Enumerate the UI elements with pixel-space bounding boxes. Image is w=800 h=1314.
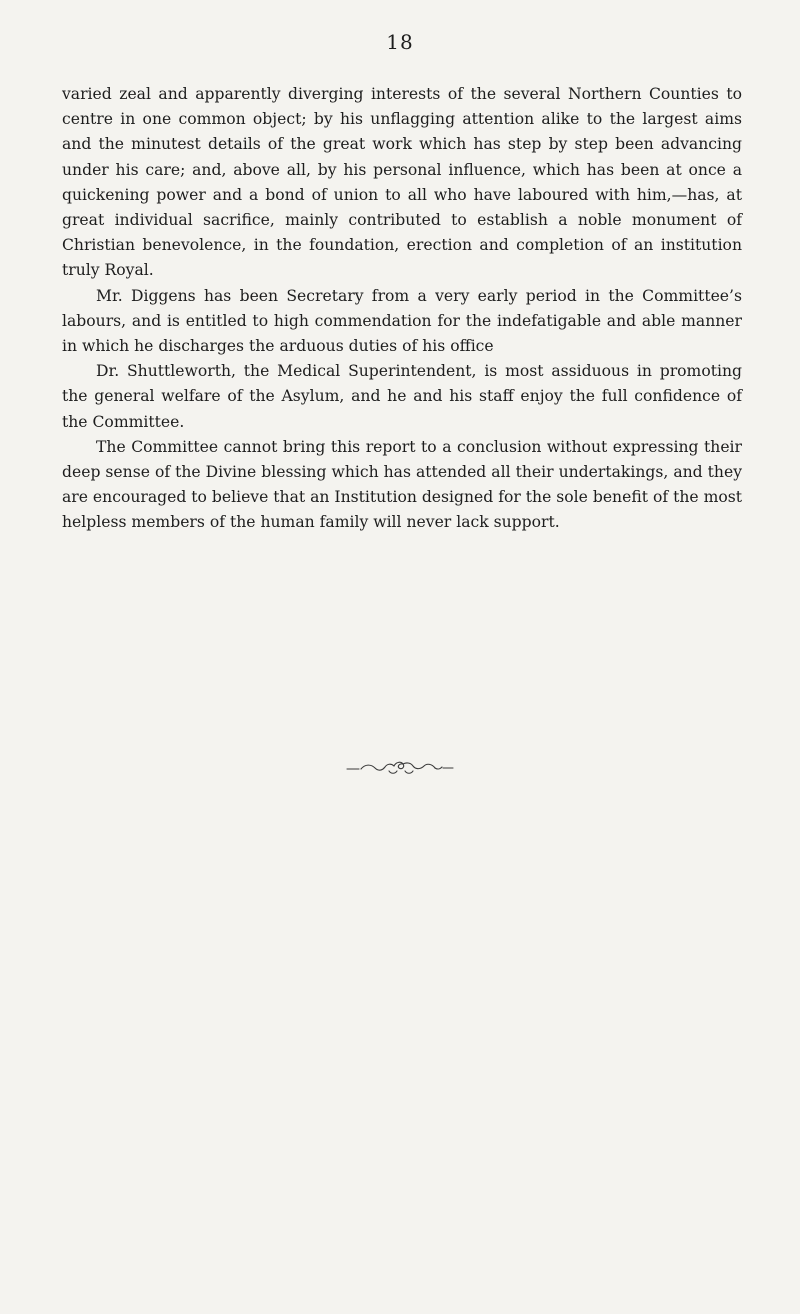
body-text [62, 82, 742, 536]
page-number: 18 [386, 30, 414, 54]
paragraph-secretary: Mr. Diggens has been Secretary from a very early period in the Committee’s labours, and is entitled to high commendation for the indefatigable and able manner in which he discharges the arduous duties of his office [62, 286, 742, 356]
tailpiece-flourish-icon [345, 758, 455, 776]
paragraph-conclusion: The Committee cannot bring this report to a conclusion without expressing their deep sense of the Divine blessing which has attended all their undertakings, and they are encouraged to believe that an Institution designed for the sole benefit of the most helpless members of the human family will never lack support. [62, 437, 743, 532]
paragraph-continuation: varied zeal and apparently diverging interests of the several Northern Counties to centre in one common object; by his unflagging attention alike to the largest aims and the minutest details of the great work which has step by step been advancing under his care; and, above all, by his personal influence, which has been at once a quickening power and a bond of union to all who have laboured with him,—has, at great individual sacrifice, mainly contributed to establish a noble monument of Christian benevolence, in the foundation, erection and completion of an institution truly Royal. [62, 85, 742, 280]
tailpiece-ornament [0, 758, 800, 776]
paragraph-medical-superintendent: Dr. Shuttleworth, the Medical Superintendent, is most assiduous in promoting the general welfare of the Asylum, and he and his staff enjoy the full confidence of the Committee. [62, 362, 742, 431]
